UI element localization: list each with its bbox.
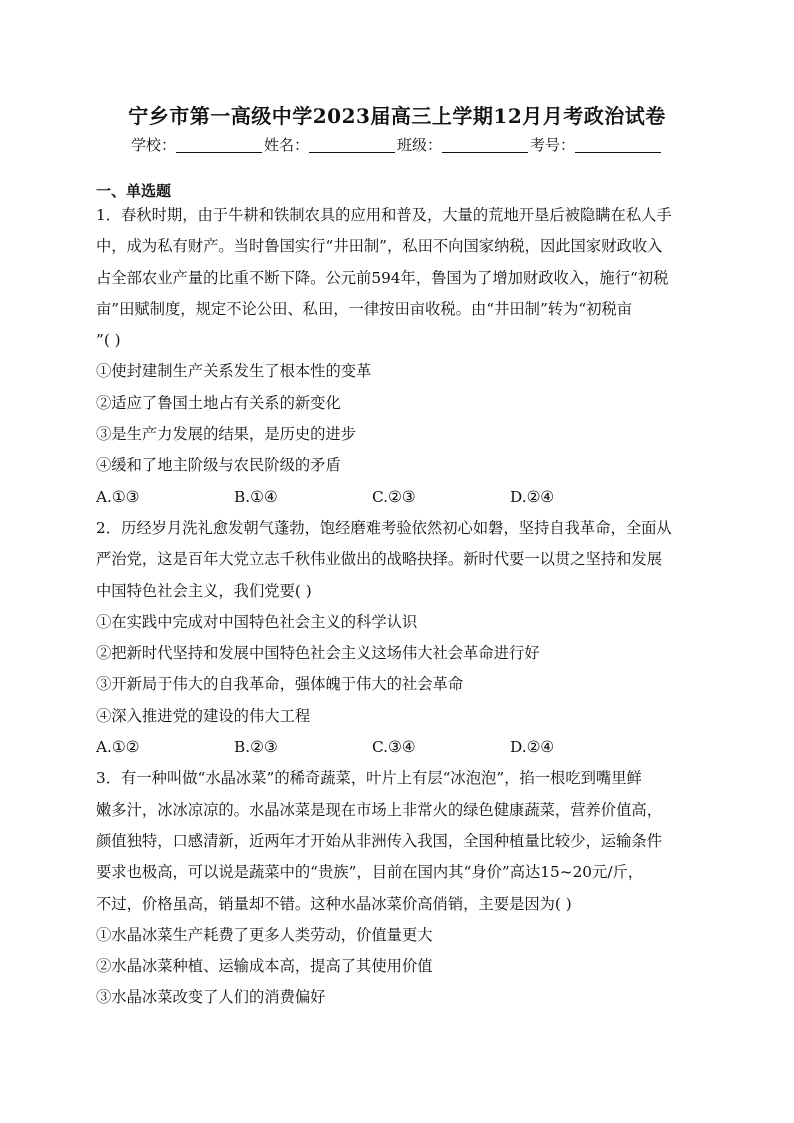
question-stem-line: 1．春秋时期，由于牛耕和铁制农具的应用和普及，大量的荒地开垦后被隐瞒在私人手 — [96, 206, 672, 224]
statement-item: ③水晶冰菜改变了人们的消费偏好 — [96, 988, 326, 1007]
question-stem-line: 不过，价格虽高，销量却不错。这种水晶冰菜价高俏销，主要是因为( ) — [96, 894, 572, 913]
question-stem-line: 要求也极高，可以说是蔬菜中的“贵族”，目前在国内其“身价”高达15~20元/斤， — [96, 863, 644, 882]
class-blank[interactable] — [442, 136, 528, 153]
option-c[interactable]: C.②③ — [372, 487, 416, 506]
question-3 — [96, 763, 698, 1013]
name-label: 姓名： — [263, 136, 309, 154]
statement-item: ①水晶冰菜生产耗费了更多人类劳动，价值量更大 — [96, 925, 433, 944]
questions — [96, 200, 698, 1014]
statement-item: ②水晶冰菜种植、运输成本高，提高了其使用价值 — [96, 957, 433, 976]
question-stem-line: 2．历经岁月洗礼愈发朝气蓬勃，饱经磨难考验依然初心如磐，坚持自我革命，全面从 — [96, 518, 672, 537]
option-d[interactable]: D.②④ — [510, 487, 555, 506]
option-b[interactable]: B.②③ — [234, 738, 278, 757]
statement-item: ①使封建制生产关系发生了根本性的变革 — [96, 362, 372, 381]
question-stem-line: 严治党，这是百年大党立志千秋伟业做出的战略抉择。新时代要一以贯之坚持和发展 — [96, 550, 662, 569]
question-stem-line: 占全部农业产量的比重不断下降。公元前594年，鲁国为了增加财政收入，施行“初税 — [96, 268, 669, 287]
question-stem-line: 中，成为私有财产。当时鲁国实行“井田制”，私田不向国家纳税，因此国家财政收入 — [96, 237, 663, 256]
answer-options — [96, 482, 698, 513]
section-heading: 一、单选题 — [96, 182, 172, 200]
statement-item: ④缓和了地主阶级与农民阶级的矛盾 — [96, 456, 341, 475]
name-blank[interactable] — [309, 136, 395, 153]
statement-item: ③开新局于伟大的自我革命，强体魄于伟大的社会革命 — [96, 675, 464, 694]
option-a[interactable]: A.①③ — [96, 487, 140, 506]
statement-item: ③是生产力发展的结果，是历史的进步 — [96, 425, 357, 444]
option-d[interactable]: D.②④ — [510, 738, 555, 757]
number-blank[interactable] — [575, 136, 661, 153]
statement-item: ②把新时代坚持和发展中国特色社会主义这场伟大社会革命进行好 — [96, 644, 540, 663]
question-stem-line: 嫩多汁，冰冰凉凉的。水晶冰菜是现在市场上非常火的绿色健康蔬菜，营养价值高， — [96, 800, 662, 819]
school-label: 学校： — [130, 136, 176, 154]
option-b[interactable]: B.①④ — [234, 487, 278, 506]
question-stem-line: 中国特色社会主义，我们党要( ) — [96, 581, 312, 600]
option-a[interactable]: A.①② — [96, 738, 140, 757]
question-1 — [96, 200, 698, 513]
question-stem-line: 颜值独特，口感清新，近两年才开始从非洲传入我国，全国种植量比较少，运输条件 — [96, 831, 662, 850]
question-stem-line: ”( ) — [96, 331, 121, 350]
statement-item: ①在实践中完成对中国特色社会主义的科学认识 — [96, 612, 418, 631]
number-label: 考号： — [530, 136, 576, 154]
student-info-row — [0, 134, 794, 155]
statement-item: ④深入推进党的建设的伟大工程 — [96, 706, 311, 725]
class-label: 班级： — [397, 136, 443, 154]
answer-options — [96, 732, 698, 763]
statement-item: ②适应了鲁国土地占有关系的新变化 — [96, 393, 341, 412]
question-stem-line: 3．有一种叫做“水晶冰菜”的稀奇蔬菜，叶片上有层“冰泡泡”，掐一根吃到嘴里鲜 — [96, 769, 642, 788]
option-c[interactable]: C.③④ — [372, 738, 416, 757]
question-stem-line: 亩”田赋制度，规定不论公田、私田，一律按田亩收税。由“井田制”转为“初税亩 — [96, 299, 633, 318]
page-title: 宁乡市第一高级中学2023届高三上学期12月月考政治试卷 — [128, 104, 666, 128]
question-2 — [96, 513, 698, 763]
school-blank[interactable] — [176, 136, 262, 153]
